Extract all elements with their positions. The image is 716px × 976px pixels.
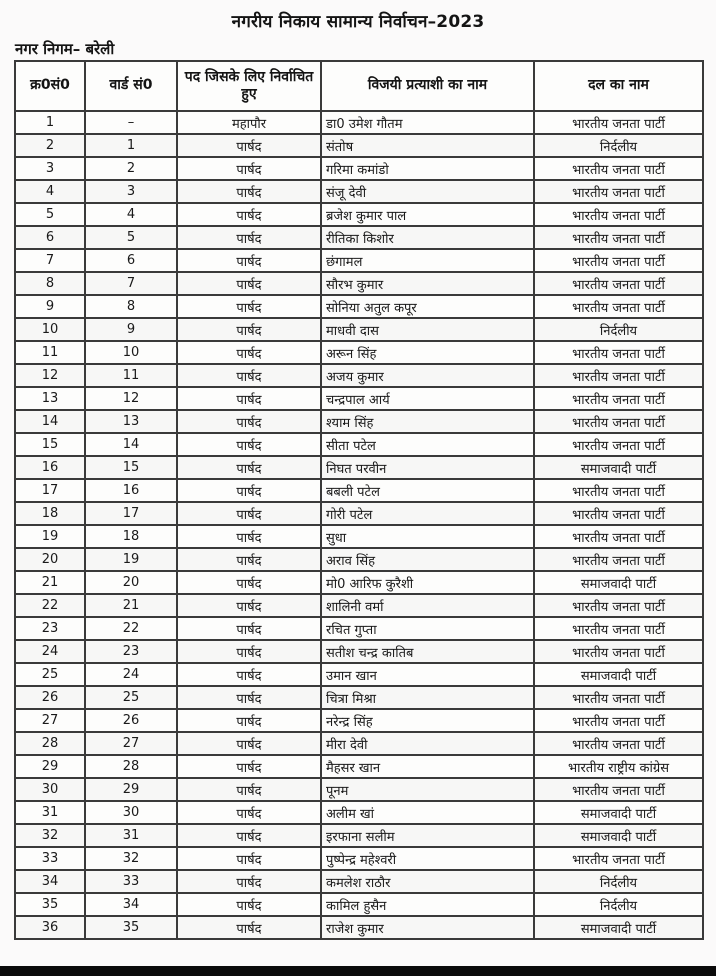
ward-number-cell: 7 xyxy=(85,272,177,295)
post-cell: पार्षद xyxy=(177,226,321,249)
table-row xyxy=(15,893,703,916)
serial-number-cell: 24 xyxy=(15,640,85,663)
table-row xyxy=(15,226,703,249)
party-name-cell: भारतीय जनता पार्टी xyxy=(534,203,703,226)
table-row xyxy=(15,755,703,778)
table-row xyxy=(15,525,703,548)
party-name-cell: भारतीय जनता पार्टी xyxy=(534,364,703,387)
post-cell: पार्षद xyxy=(177,249,321,272)
party-name-cell: भारतीय जनता पार्टी xyxy=(534,502,703,525)
post-cell: पार्षद xyxy=(177,916,321,939)
post-cell: पार्षद xyxy=(177,663,321,686)
serial-number-cell: 21 xyxy=(15,571,85,594)
candidate-name-cell: सोनिया अतुल कपूर xyxy=(321,295,534,318)
candidate-name-cell: चन्द्रपाल आर्य xyxy=(321,387,534,410)
candidate-name-cell: अराव सिंह xyxy=(321,548,534,571)
serial-number-cell: 23 xyxy=(15,617,85,640)
candidate-name-cell: राजेश कुमार xyxy=(321,916,534,939)
post-cell: पार्षद xyxy=(177,778,321,801)
table-row xyxy=(15,502,703,525)
serial-number-cell: 4 xyxy=(15,180,85,203)
party-name-cell: भारतीय राष्ट्रीय कांग्रेस xyxy=(534,755,703,778)
party-name-cell: निर्दलीय xyxy=(534,893,703,916)
table-row xyxy=(15,640,703,663)
page-subtitle: नगर निगम– बरेली xyxy=(15,40,115,58)
table-row xyxy=(15,594,703,617)
ward-number-cell: 26 xyxy=(85,709,177,732)
candidate-name-cell: सतीश चन्द्र कातिब xyxy=(321,640,534,663)
ward-number-cell: 27 xyxy=(85,732,177,755)
table-row xyxy=(15,571,703,594)
party-name-cell: भारतीय जनता पार्टी xyxy=(534,157,703,180)
ward-number-cell: 10 xyxy=(85,341,177,364)
column-header-serial-number: क्र0सं0 xyxy=(15,61,85,111)
table-row xyxy=(15,801,703,824)
party-name-cell: समाजवादी पार्टी xyxy=(534,801,703,824)
serial-number-cell: 33 xyxy=(15,847,85,870)
ward-number-cell: 33 xyxy=(85,870,177,893)
post-cell: पार्षद xyxy=(177,709,321,732)
party-name-cell: निर्दलीय xyxy=(534,870,703,893)
ward-number-cell: 20 xyxy=(85,571,177,594)
candidate-name-cell: चित्रा मिश्रा xyxy=(321,686,534,709)
candidate-name-cell: रीतिका किशोर xyxy=(321,226,534,249)
table-row xyxy=(15,732,703,755)
post-cell: पार्षद xyxy=(177,502,321,525)
ward-number-cell: 28 xyxy=(85,755,177,778)
party-name-cell: भारतीय जनता पार्टी xyxy=(534,640,703,663)
page-title: नगरीय निकाय सामान्य निर्वाचन–2023 xyxy=(231,12,485,32)
serial-number-cell: 16 xyxy=(15,456,85,479)
serial-number-cell: 5 xyxy=(15,203,85,226)
candidate-name-cell: मीरा देवी xyxy=(321,732,534,755)
column-header-post: पद जिसके लिए निर्वाचित हुए xyxy=(177,61,321,111)
ward-number-cell: 18 xyxy=(85,525,177,548)
ward-number-cell: 9 xyxy=(85,318,177,341)
table-row xyxy=(15,709,703,732)
ward-number-cell: 24 xyxy=(85,663,177,686)
candidate-name-cell: अजय कुमार xyxy=(321,364,534,387)
post-cell: पार्षद xyxy=(177,847,321,870)
serial-number-cell: 26 xyxy=(15,686,85,709)
post-cell: पार्षद xyxy=(177,318,321,341)
column-header-party-name: दल का नाम xyxy=(534,61,703,111)
serial-number-cell: 31 xyxy=(15,801,85,824)
party-name-cell: भारतीय जनता पार्टी xyxy=(534,778,703,801)
table-row xyxy=(15,203,703,226)
party-name-cell: भारतीय जनता पार्टी xyxy=(534,387,703,410)
candidate-name-cell: संतोष xyxy=(321,134,534,157)
table-row xyxy=(15,617,703,640)
ward-number-cell: 21 xyxy=(85,594,177,617)
serial-number-cell: 10 xyxy=(15,318,85,341)
table-row xyxy=(15,295,703,318)
party-name-cell: समाजवादी पार्टी xyxy=(534,456,703,479)
post-cell: पार्षद xyxy=(177,180,321,203)
post-cell: पार्षद xyxy=(177,548,321,571)
post-cell: पार्षद xyxy=(177,755,321,778)
table-row xyxy=(15,111,703,134)
post-cell: पार्षद xyxy=(177,571,321,594)
post-cell: पार्षद xyxy=(177,732,321,755)
table-row xyxy=(15,778,703,801)
results-table-body xyxy=(15,111,703,939)
post-cell: पार्षद xyxy=(177,456,321,479)
candidate-name-cell: संजू देवी xyxy=(321,180,534,203)
party-name-cell: भारतीय जनता पार्टी xyxy=(534,341,703,364)
party-name-cell: निर्दलीय xyxy=(534,134,703,157)
candidate-name-cell: सुधा xyxy=(321,525,534,548)
party-name-cell: भारतीय जनता पार्टी xyxy=(534,180,703,203)
ward-number-cell: 35 xyxy=(85,916,177,939)
serial-number-cell: 35 xyxy=(15,893,85,916)
serial-number-cell: 2 xyxy=(15,134,85,157)
party-name-cell: समाजवादी पार्टी xyxy=(534,663,703,686)
post-cell: पार्षद xyxy=(177,617,321,640)
serial-number-cell: 17 xyxy=(15,479,85,502)
serial-number-cell: 8 xyxy=(15,272,85,295)
party-name-cell: भारतीय जनता पार्टी xyxy=(534,594,703,617)
post-cell: पार्षद xyxy=(177,824,321,847)
table-row xyxy=(15,410,703,433)
party-name-cell: भारतीय जनता पार्टी xyxy=(534,249,703,272)
ward-number-cell: 29 xyxy=(85,778,177,801)
post-cell: पार्षद xyxy=(177,433,321,456)
table-row xyxy=(15,916,703,939)
serial-number-cell: 19 xyxy=(15,525,85,548)
party-name-cell: भारतीय जनता पार्टी xyxy=(534,433,703,456)
page-bottom-scan-bar xyxy=(0,966,716,976)
serial-number-cell: 9 xyxy=(15,295,85,318)
table-row xyxy=(15,180,703,203)
serial-number-cell: 30 xyxy=(15,778,85,801)
ward-number-cell: 17 xyxy=(85,502,177,525)
post-cell: पार्षद xyxy=(177,640,321,663)
column-header-winner-name: विजयी प्रत्याशी का नाम xyxy=(321,61,534,111)
table-row xyxy=(15,686,703,709)
candidate-name-cell: इरफाना सलीम xyxy=(321,824,534,847)
serial-number-cell: 3 xyxy=(15,157,85,180)
candidate-name-cell: श्याम सिंह xyxy=(321,410,534,433)
post-cell: पार्षद xyxy=(177,134,321,157)
candidate-name-cell: डा0 उमेश गौतम xyxy=(321,111,534,134)
serial-number-cell: 18 xyxy=(15,502,85,525)
table-row xyxy=(15,364,703,387)
table-header-row xyxy=(15,61,703,111)
ward-number-cell: 23 xyxy=(85,640,177,663)
candidate-name-cell: ब्रजेश कुमार पाल xyxy=(321,203,534,226)
post-cell: पार्षद xyxy=(177,295,321,318)
post-cell: महापौर xyxy=(177,111,321,134)
serial-number-cell: 25 xyxy=(15,663,85,686)
candidate-name-cell: माधवी दास xyxy=(321,318,534,341)
serial-number-cell: 28 xyxy=(15,732,85,755)
party-name-cell: समाजवादी पार्टी xyxy=(534,571,703,594)
ward-number-cell: 16 xyxy=(85,479,177,502)
ward-number-cell: – xyxy=(85,111,177,134)
serial-number-cell: 22 xyxy=(15,594,85,617)
serial-number-cell: 36 xyxy=(15,916,85,939)
party-name-cell: भारतीय जनता पार्टी xyxy=(534,295,703,318)
ward-number-cell: 22 xyxy=(85,617,177,640)
post-cell: पार्षद xyxy=(177,870,321,893)
party-name-cell: समाजवादी पार्टी xyxy=(534,824,703,847)
party-name-cell: भारतीय जनता पार्टी xyxy=(534,548,703,571)
candidate-name-cell: बबली पटेल xyxy=(321,479,534,502)
candidate-name-cell: उमान खान xyxy=(321,663,534,686)
party-name-cell: समाजवादी पार्टी xyxy=(534,916,703,939)
ward-number-cell: 34 xyxy=(85,893,177,916)
serial-number-cell: 6 xyxy=(15,226,85,249)
serial-number-cell: 12 xyxy=(15,364,85,387)
ward-number-cell: 31 xyxy=(85,824,177,847)
candidate-name-cell: निघत परवीन xyxy=(321,456,534,479)
party-name-cell: भारतीय जनता पार्टी xyxy=(534,686,703,709)
table-row xyxy=(15,249,703,272)
serial-number-cell: 1 xyxy=(15,111,85,134)
serial-number-cell: 7 xyxy=(15,249,85,272)
post-cell: पार्षद xyxy=(177,594,321,617)
serial-number-cell: 15 xyxy=(15,433,85,456)
candidate-name-cell: पूनम xyxy=(321,778,534,801)
party-name-cell: भारतीय जनता पार्टी xyxy=(534,709,703,732)
ward-number-cell: 32 xyxy=(85,847,177,870)
candidate-name-cell: रचित गुप्ता xyxy=(321,617,534,640)
serial-number-cell: 13 xyxy=(15,387,85,410)
post-cell: पार्षद xyxy=(177,157,321,180)
column-header-ward-number: वार्ड सं0 xyxy=(85,61,177,111)
candidate-name-cell: अलीम खां xyxy=(321,801,534,824)
candidate-name-cell: मो0 आरिफ कुरैशी xyxy=(321,571,534,594)
ward-number-cell: 13 xyxy=(85,410,177,433)
ward-number-cell: 15 xyxy=(85,456,177,479)
serial-number-cell: 14 xyxy=(15,410,85,433)
election-results-table xyxy=(14,60,704,940)
party-name-cell: भारतीय जनता पार्टी xyxy=(534,226,703,249)
serial-number-cell: 29 xyxy=(15,755,85,778)
ward-number-cell: 14 xyxy=(85,433,177,456)
candidate-name-cell: नरेन्द्र सिंह xyxy=(321,709,534,732)
ward-number-cell: 1 xyxy=(85,134,177,157)
ward-number-cell: 6 xyxy=(85,249,177,272)
table-row xyxy=(15,824,703,847)
ward-number-cell: 30 xyxy=(85,801,177,824)
ward-number-cell: 8 xyxy=(85,295,177,318)
serial-number-cell: 34 xyxy=(15,870,85,893)
party-name-cell: भारतीय जनता पार्टी xyxy=(534,847,703,870)
table-header xyxy=(15,61,703,111)
table-row xyxy=(15,663,703,686)
candidate-name-cell: गरिमा कमांडो xyxy=(321,157,534,180)
table-row xyxy=(15,479,703,502)
serial-number-cell: 32 xyxy=(15,824,85,847)
serial-number-cell: 11 xyxy=(15,341,85,364)
ward-number-cell: 4 xyxy=(85,203,177,226)
ward-number-cell: 3 xyxy=(85,180,177,203)
ward-number-cell: 11 xyxy=(85,364,177,387)
table-row xyxy=(15,387,703,410)
table-row xyxy=(15,870,703,893)
post-cell: पार्षद xyxy=(177,272,321,295)
ward-number-cell: 19 xyxy=(85,548,177,571)
ward-number-cell: 12 xyxy=(85,387,177,410)
candidate-name-cell: कमलेश राठौर xyxy=(321,870,534,893)
table-row xyxy=(15,272,703,295)
candidate-name-cell: कामिल हुसैन xyxy=(321,893,534,916)
party-name-cell: भारतीय जनता पार्टी xyxy=(534,479,703,502)
candidate-name-cell: गोरी पटेल xyxy=(321,502,534,525)
ward-number-cell: 5 xyxy=(85,226,177,249)
post-cell: पार्षद xyxy=(177,203,321,226)
post-cell: पार्षद xyxy=(177,387,321,410)
candidate-name-cell: पुष्पेन्द्र महेश्वरी xyxy=(321,847,534,870)
candidate-name-cell: सौरभ कुमार xyxy=(321,272,534,295)
party-name-cell: भारतीय जनता पार्टी xyxy=(534,732,703,755)
party-name-cell: भारतीय जनता पार्टी xyxy=(534,111,703,134)
party-name-cell: भारतीय जनता पार्टी xyxy=(534,272,703,295)
post-cell: पार्षद xyxy=(177,410,321,433)
party-name-cell: भारतीय जनता पार्टी xyxy=(534,525,703,548)
table-row xyxy=(15,157,703,180)
candidate-name-cell: छंगामल xyxy=(321,249,534,272)
post-cell: पार्षद xyxy=(177,479,321,502)
post-cell: पार्षद xyxy=(177,686,321,709)
party-name-cell: निर्दलीय xyxy=(534,318,703,341)
table-row xyxy=(15,456,703,479)
post-cell: पार्षद xyxy=(177,364,321,387)
table-row xyxy=(15,847,703,870)
table-row xyxy=(15,341,703,364)
post-cell: पार्षद xyxy=(177,525,321,548)
party-name-cell: भारतीय जनता पार्टी xyxy=(534,410,703,433)
post-cell: पार्षद xyxy=(177,893,321,916)
table-row xyxy=(15,134,703,157)
post-cell: पार्षद xyxy=(177,801,321,824)
table-row xyxy=(15,433,703,456)
candidate-name-cell: अरून सिंह xyxy=(321,341,534,364)
candidate-name-cell: सीता पटेल xyxy=(321,433,534,456)
party-name-cell: भारतीय जनता पार्टी xyxy=(534,617,703,640)
table-row xyxy=(15,318,703,341)
table-row xyxy=(15,548,703,571)
candidate-name-cell: मैहसर खान xyxy=(321,755,534,778)
post-cell: पार्षद xyxy=(177,341,321,364)
serial-number-cell: 27 xyxy=(15,709,85,732)
ward-number-cell: 2 xyxy=(85,157,177,180)
candidate-name-cell: शालिनी वर्मा xyxy=(321,594,534,617)
ward-number-cell: 25 xyxy=(85,686,177,709)
serial-number-cell: 20 xyxy=(15,548,85,571)
